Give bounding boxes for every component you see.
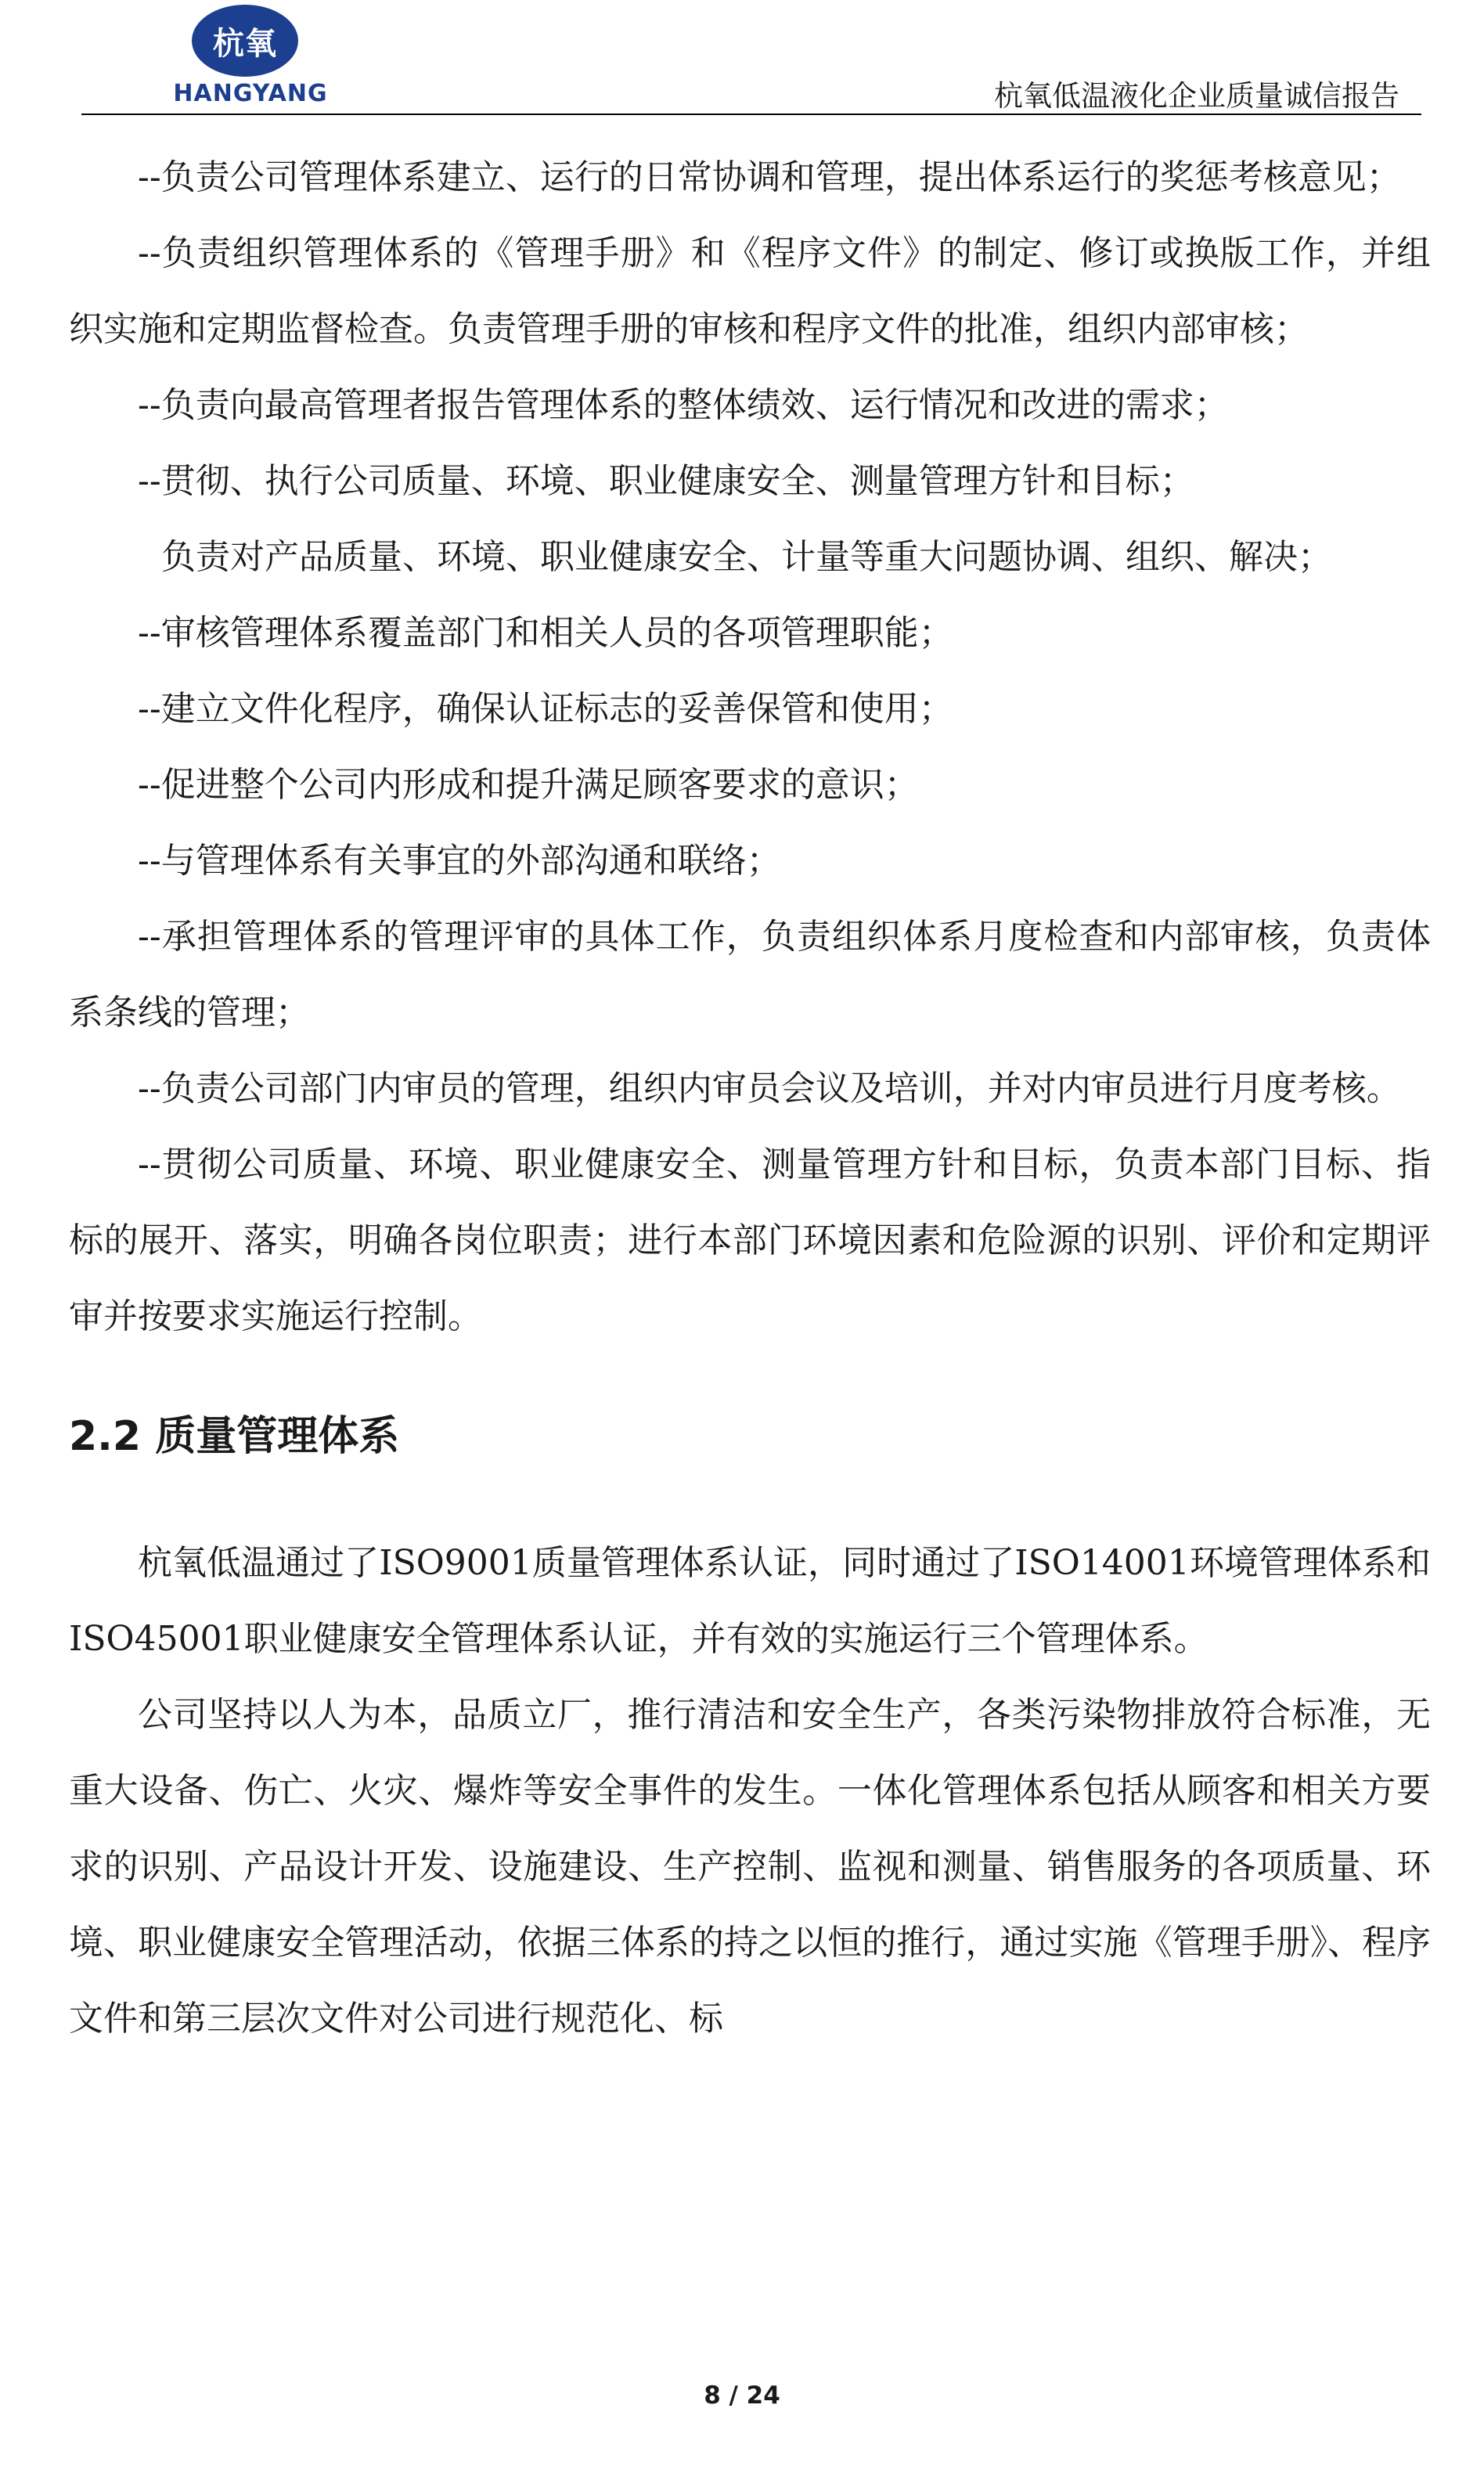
paragraph: --与管理体系有关事宜的外部沟通和联络；	[138, 841, 781, 881]
report-title: 杭氧低温液化企业质量诚信报告	[994, 79, 1399, 113]
paragraph: --负责向最高管理者报告管理体系的整体绩效、运行情况和改进的需求；	[138, 385, 1229, 425]
paragraph: 杭氧低温通过了ISO9001质量管理体系认证，同时通过了ISO14001环境管理体系和ISO45001职业健康安全管理体系认证，并有效的实施运行三个管理体系。	[69, 1543, 1431, 1659]
paragraph: --审核管理体系覆盖部门和相关人员的各项管理职能；	[138, 613, 953, 653]
paragraph: --建立文件化程序，确保认证标志的妥善保管和使用；	[138, 689, 953, 729]
paragraph: --承担管理体系的管理评审的具体工作，负责组织体系月度检查和内部审核，负责体系条线的管理；	[69, 917, 1431, 1033]
document-body	[69, 139, 1431, 2057]
page-number: 8 / 24	[704, 2381, 780, 2410]
header-divider	[81, 114, 1421, 115]
section-heading: 2.2 质量管理体系	[69, 1413, 400, 1460]
hangyang-logo	[160, 5, 340, 108]
paragraph: --贯彻公司质量、环境、职业健康安全、测量管理方针和目标，负责本部门目标、指标的展开、落实，明确各岗位职责；进行本部门环境因素和危险源的识别、评价和定期评审并按要求实施运行控制。	[69, 1145, 1431, 1336]
paragraph: --负责公司部门内审员的管理，组织内审员会议及培训，并对内审员进行月度考核。	[138, 1069, 1401, 1109]
paragraph: 负责对产品质量、环境、职业健康安全、计量等重大问题协调、组织、解决；	[161, 537, 1332, 577]
paragraph: 公司坚持以人为本，品质立厂，推行清洁和安全生产，各类污染物排放符合标准，无重大设备、伤亡、火灾、爆炸等安全事件的发生。一体化管理体系包括从顾客和相关方要求的识别、产品设计开发、设施建设、生产控制、监视和测量、销售服务的各项质量、环境、职业健康安全管理活动，依据三体系的持之以恒的推行，通过实施《管理手册》、程序文件和第三层次文件对公司进行规范化、标	[69, 1695, 1431, 2039]
paragraph: --贯彻、执行公司质量、环境、职业健康安全、测量管理方针和目标；	[138, 461, 1194, 501]
paragraph: --促进整个公司内形成和提升满足顾客要求的意识；	[138, 765, 919, 805]
logo-chars: 杭氧	[213, 25, 277, 62]
logo-wordmark: HANGYANG	[173, 80, 328, 107]
logo-emblem	[192, 5, 298, 77]
paragraph: --负责组织管理体系的《管理手册》和《程序文件》的制定、修订或换版工作，并组织实施和定期监督检查。负责管理手册的审核和程序文件的批准，组织内部审核；	[69, 233, 1431, 349]
paragraph: --负责公司管理体系建立、运行的日常协调和管理，提出体系运行的奖惩考核意见；	[138, 157, 1401, 197]
